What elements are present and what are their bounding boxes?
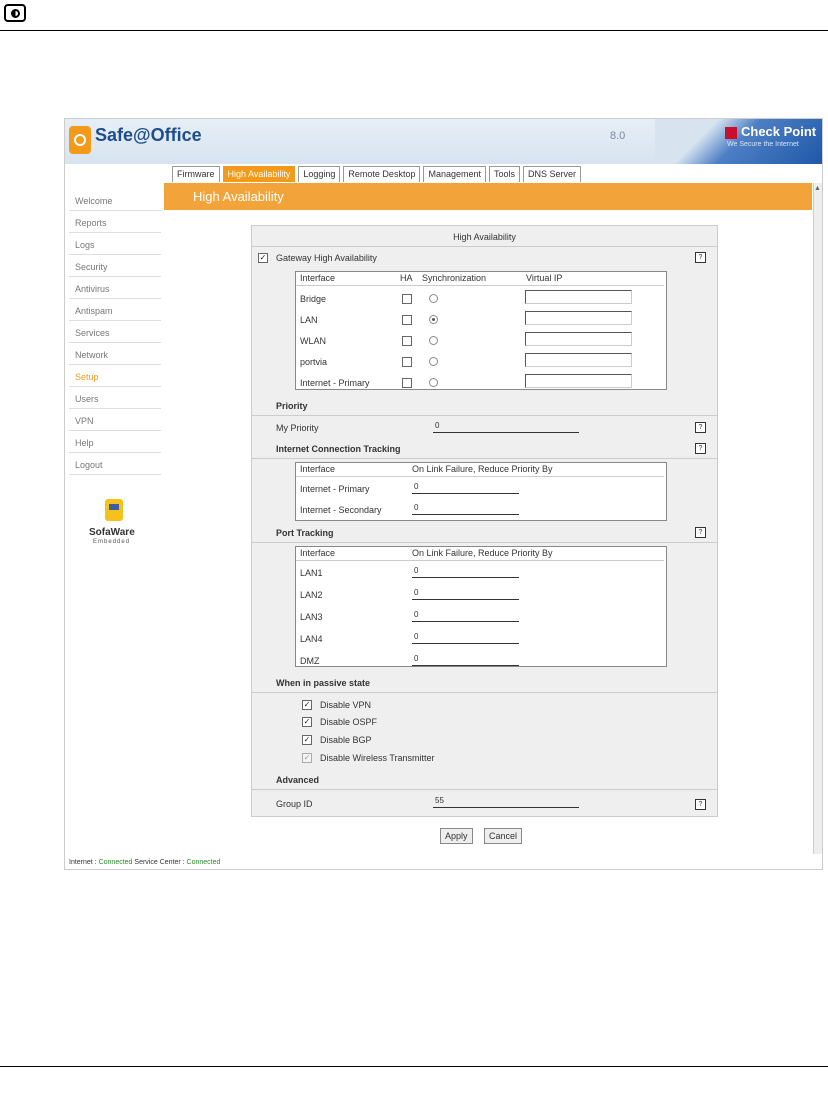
divider bbox=[252, 692, 717, 693]
service-center-label: Service Center : bbox=[134, 859, 185, 866]
virtual-ip-input[interactable] bbox=[525, 332, 632, 346]
sofaware-name: SofaWare bbox=[89, 527, 135, 538]
page-title: High Availability bbox=[193, 189, 284, 204]
help-icon[interactable]: ? bbox=[695, 422, 706, 433]
safe-office-logo-icon bbox=[69, 126, 91, 154]
disable-vpn-checkbox[interactable]: ✓ bbox=[303, 700, 311, 709]
disable-wireless-label: Disable Wireless Transmitter bbox=[320, 753, 435, 763]
port-reduce-input[interactable]: 0 bbox=[412, 586, 519, 600]
checkpoint-logo bbox=[725, 124, 816, 139]
help-icon[interactable]: ? bbox=[695, 799, 706, 810]
top-rule bbox=[0, 30, 828, 31]
sofaware-sub: Embedded bbox=[93, 539, 131, 545]
interfaces-table bbox=[295, 271, 667, 390]
sync-radio[interactable] bbox=[429, 294, 438, 303]
version-label: 8.0 bbox=[610, 130, 626, 142]
interface-name: Internet - Primary bbox=[300, 378, 370, 388]
divider bbox=[296, 285, 664, 286]
sidebar-item-logs[interactable]: Logs bbox=[69, 233, 161, 255]
sidebar-item-setup[interactable]: Setup bbox=[69, 365, 161, 387]
port-heading: Port Tracking bbox=[276, 528, 334, 538]
tab-high-availability[interactable]: High Availability bbox=[223, 166, 296, 182]
divider bbox=[296, 476, 664, 477]
sync-radio[interactable] bbox=[429, 315, 438, 324]
priority-heading: Priority bbox=[276, 401, 308, 411]
sync-radio[interactable] bbox=[429, 357, 438, 366]
help-icon[interactable]: ? bbox=[695, 527, 706, 538]
virtual-ip-input[interactable] bbox=[525, 290, 632, 304]
gateway-ha-label: Gateway High Availability bbox=[276, 253, 377, 263]
ha-panel bbox=[251, 225, 718, 817]
disable-ospf-label: Disable OSPF bbox=[320, 717, 378, 727]
group-id-input[interactable]: 55 bbox=[433, 794, 579, 808]
virtual-ip-input[interactable] bbox=[525, 311, 632, 325]
sidebar-item-security[interactable]: Security bbox=[69, 255, 161, 277]
col-interface: Interface bbox=[300, 273, 336, 283]
tab-remote-desktop[interactable]: Remote Desktop bbox=[343, 166, 420, 182]
disable-vpn-label: Disable VPN bbox=[320, 700, 372, 710]
tab-management[interactable]: Management bbox=[423, 166, 486, 182]
help-icon[interactable]: ? bbox=[695, 443, 706, 454]
divider bbox=[296, 560, 664, 561]
ict-reduce-input[interactable]: 0 bbox=[412, 480, 519, 494]
port-interface-name: LAN4 bbox=[300, 634, 323, 644]
divider bbox=[252, 415, 717, 416]
port-interface-name: DMZ bbox=[300, 656, 320, 666]
my-priority-label: My Priority bbox=[276, 423, 319, 433]
vendor-tagline: We Secure the Internet bbox=[727, 141, 799, 148]
document-icon bbox=[4, 4, 26, 22]
ict-interface-name: Internet - Secondary bbox=[300, 505, 382, 515]
passive-heading: When in passive state bbox=[276, 678, 371, 688]
sync-radio[interactable] bbox=[429, 336, 438, 345]
scroll-up-icon[interactable]: ▲ bbox=[814, 185, 821, 192]
sofaware-mascot-icon bbox=[105, 499, 123, 521]
port-col-interface: Interface bbox=[300, 548, 336, 558]
interface-name: Bridge bbox=[300, 294, 327, 304]
ict-col-interface: Interface bbox=[300, 464, 336, 474]
ha-checkbox[interactable] bbox=[402, 294, 412, 304]
col-sync: Synchronization bbox=[422, 273, 487, 283]
tab-firmware[interactable]: Firmware bbox=[172, 166, 220, 182]
ha-checkbox[interactable] bbox=[402, 378, 412, 388]
help-icon[interactable]: ? bbox=[695, 252, 706, 263]
ict-col-reduce: On Link Failure, Reduce Priority By bbox=[412, 464, 553, 474]
app-window bbox=[64, 118, 823, 870]
checkpoint-flag-icon bbox=[725, 127, 737, 139]
ict-interface-name: Internet - Primary bbox=[300, 484, 370, 494]
brand-title: Safe@Office bbox=[95, 125, 202, 145]
vendor-name: Check Point bbox=[741, 124, 817, 139]
virtual-ip-input[interactable] bbox=[525, 374, 632, 388]
sidebar-item-welcome[interactable]: Welcome bbox=[69, 189, 161, 211]
disable-ospf-checkbox[interactable]: ✓ bbox=[303, 717, 311, 726]
panel-title: High Availability bbox=[453, 232, 516, 242]
tab-bar bbox=[172, 166, 581, 182]
status-bar bbox=[69, 859, 220, 866]
sidebar bbox=[69, 189, 161, 475]
ha-checkbox[interactable] bbox=[402, 357, 412, 367]
divider bbox=[252, 542, 717, 543]
advanced-heading: Advanced bbox=[276, 775, 320, 785]
sidebar-item-antispam[interactable]: Antispam bbox=[69, 299, 161, 321]
apply-button[interactable]: Apply bbox=[440, 828, 473, 844]
bottom-rule bbox=[0, 1066, 828, 1067]
sidebar-item-services[interactable]: Services bbox=[69, 321, 161, 343]
scrollbar[interactable] bbox=[813, 183, 823, 854]
col-vip: Virtual IP bbox=[526, 273, 563, 283]
divider bbox=[252, 789, 717, 790]
sidebar-item-help[interactable]: Help bbox=[69, 431, 161, 453]
divider bbox=[252, 246, 717, 247]
cancel-button[interactable]: Cancel bbox=[484, 828, 522, 844]
port-col-reduce: On Link Failure, Reduce Priority By bbox=[412, 548, 553, 558]
col-ha: HA bbox=[400, 273, 413, 283]
my-priority-input[interactable]: 0 bbox=[433, 419, 579, 433]
tab-logging[interactable]: Logging bbox=[298, 166, 340, 182]
internet-status-label: Internet : bbox=[69, 859, 97, 866]
gateway-ha-checkbox[interactable]: ✓ bbox=[259, 253, 267, 262]
interface-name: WLAN bbox=[300, 336, 327, 346]
virtual-ip-input[interactable] bbox=[525, 353, 632, 367]
sidebar-item-logout[interactable]: Logout bbox=[69, 453, 161, 475]
ict-reduce-input[interactable]: 0 bbox=[412, 501, 519, 515]
ha-checkbox[interactable] bbox=[402, 336, 412, 346]
tab-dns-server[interactable]: DNS Server bbox=[523, 166, 581, 182]
interface-name: portvia bbox=[300, 357, 328, 367]
service-center-value: Connected bbox=[186, 859, 221, 866]
disable-bgp-checkbox[interactable]: ✓ bbox=[303, 735, 311, 744]
ict-heading: Internet Connection Tracking bbox=[276, 444, 401, 454]
sync-radio[interactable] bbox=[429, 378, 438, 387]
sidebar-item-reports[interactable]: Reports bbox=[69, 211, 161, 233]
port-reduce-input[interactable]: 0 bbox=[412, 608, 519, 622]
port-reduce-input[interactable]: 0 bbox=[412, 652, 519, 666]
disable-wireless-checkbox[interactable]: ✓ bbox=[303, 753, 311, 762]
port-interface-name: LAN3 bbox=[300, 612, 323, 622]
internet-status-value: Connected bbox=[98, 859, 133, 866]
port-interface-name: LAN1 bbox=[300, 568, 323, 578]
ha-checkbox[interactable] bbox=[402, 315, 412, 325]
port-interface-name: LAN2 bbox=[300, 590, 323, 600]
sidebar-item-network[interactable]: Network bbox=[69, 343, 161, 365]
group-id-label: Group ID bbox=[276, 799, 313, 809]
disable-bgp-label: Disable BGP bbox=[320, 735, 372, 745]
tab-tools[interactable]: Tools bbox=[489, 166, 520, 182]
sidebar-item-users[interactable]: Users bbox=[69, 387, 161, 409]
interface-name: LAN bbox=[300, 315, 318, 325]
sidebar-item-antivirus[interactable]: Antivirus bbox=[69, 277, 161, 299]
port-reduce-input[interactable]: 0 bbox=[412, 630, 519, 644]
divider bbox=[252, 458, 717, 459]
port-reduce-input[interactable]: 0 bbox=[412, 564, 519, 578]
sidebar-item-vpn[interactable]: VPN bbox=[69, 409, 161, 431]
